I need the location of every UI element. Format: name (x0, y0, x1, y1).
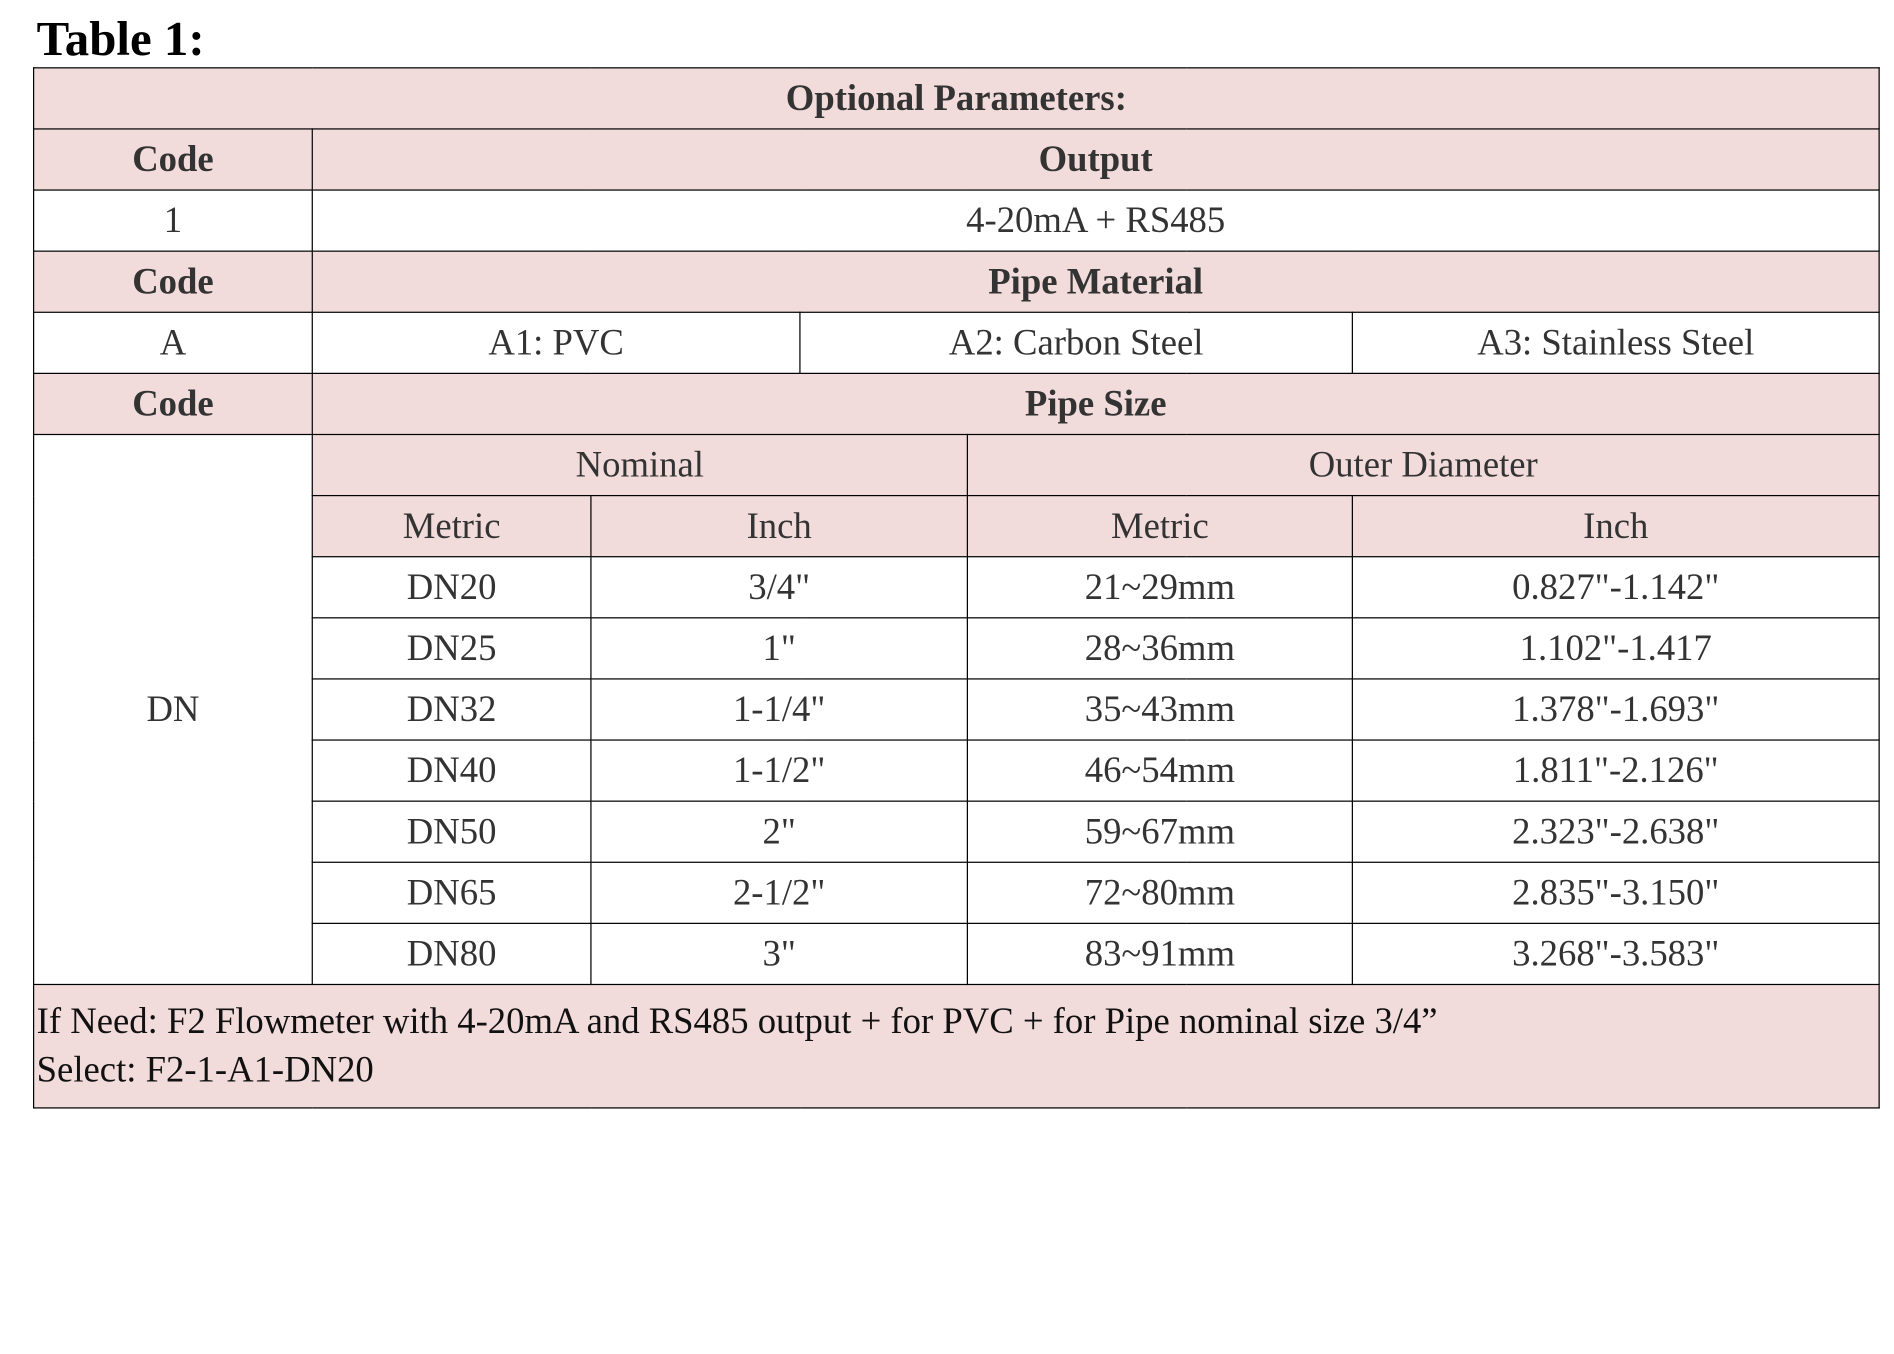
cell-nominal-metric: DN65 (312, 862, 591, 923)
cell-outer-metric: 35~43mm (967, 679, 1352, 740)
note-line-need: If Need: F2 Flowmeter with 4-20mA and RS485 output + for PVC + for Pipe nominal size 3/4” (36, 1000, 1438, 1042)
pipe-material-header-row (34, 251, 1880, 312)
cell-outer-inch: 2.835"-3.150" (1352, 862, 1879, 923)
table-title: Table 1: (36, 10, 205, 66)
pipe-material-heading: Pipe Material (312, 251, 1879, 312)
cell-outer-metric: 46~54mm (967, 740, 1352, 801)
cell-outer-metric: 21~29mm (967, 557, 1352, 618)
optional-parameters-header: Optional Parameters: (34, 68, 1880, 129)
cell-nominal-inch: 1" (591, 618, 967, 679)
output-heading: Output (312, 129, 1879, 190)
pipe-size-header-row (34, 373, 1880, 434)
pipe-material-option-stainless-steel: A3: Stainless Steel (1352, 312, 1879, 373)
cell-nominal-inch: 1-1/2" (591, 740, 967, 801)
selection-example-note (34, 984, 1880, 1107)
output-value-row (34, 190, 1880, 251)
cell-outer-metric: 83~91mm (967, 923, 1352, 984)
cell-outer-inch: 3.268"-3.583" (1352, 923, 1879, 984)
cell-nominal-inch: 2" (591, 801, 967, 862)
pipe-material-option-pvc: A1: PVC (312, 312, 800, 373)
cell-nominal-metric: DN50 (312, 801, 591, 862)
cell-outer-inch: 2.323"-2.638" (1352, 801, 1879, 862)
pipe-size-group-nominal: Nominal (312, 434, 967, 495)
cell-nominal-metric: DN20 (312, 557, 591, 618)
pipe-size-code-label: Code (34, 373, 313, 434)
cell-outer-inch: 1.378"-1.693" (1352, 679, 1879, 740)
pipe-size-code: DN (34, 434, 313, 984)
cell-nominal-inch: 3/4" (591, 557, 967, 618)
cell-outer-metric: 72~80mm (967, 862, 1352, 923)
cell-nominal-inch: 2-1/2" (591, 862, 967, 923)
column-nominal-metric: Metric (312, 496, 591, 557)
pipe-size-group-outer-diameter: Outer Diameter (967, 434, 1879, 495)
column-outer-inch: Inch (1352, 496, 1879, 557)
pipe-material-value-row (34, 312, 1880, 373)
cell-outer-metric: 59~67mm (967, 801, 1352, 862)
cell-outer-inch: 1.811"-2.126" (1352, 740, 1879, 801)
pipe-size-heading: Pipe Size (312, 373, 1879, 434)
pipe-material-code: A (34, 312, 313, 373)
cell-outer-inch: 1.102"-1.417 (1352, 618, 1879, 679)
output-code-label: Code (34, 129, 313, 190)
cell-nominal-metric: DN32 (312, 679, 591, 740)
cell-outer-metric: 28~36mm (967, 618, 1352, 679)
cell-nominal-metric: DN80 (312, 923, 591, 984)
output-header-row (34, 129, 1880, 190)
pipe-material-option-carbon-steel: A2: Carbon Steel (800, 312, 1352, 373)
cell-outer-inch: 0.827"-1.142" (1352, 557, 1879, 618)
pipe-material-code-label: Code (34, 251, 313, 312)
note-row (34, 984, 1880, 1107)
output-code: 1 (34, 190, 313, 251)
output-value: 4-20mA + RS485 (312, 190, 1879, 251)
cell-nominal-inch: 3" (591, 923, 967, 984)
note-line-select: Select: F2-1-A1-DN20 (36, 1049, 374, 1091)
column-nominal-inch: Inch (591, 496, 967, 557)
cell-nominal-metric: DN25 (312, 618, 591, 679)
column-outer-metric: Metric (967, 496, 1352, 557)
pipe-size-group-row (34, 434, 1880, 495)
optional-parameters-table (33, 67, 1880, 1108)
cell-nominal-inch: 1-1/4" (591, 679, 967, 740)
optional-parameters-row (34, 68, 1880, 129)
cell-nominal-metric: DN40 (312, 740, 591, 801)
